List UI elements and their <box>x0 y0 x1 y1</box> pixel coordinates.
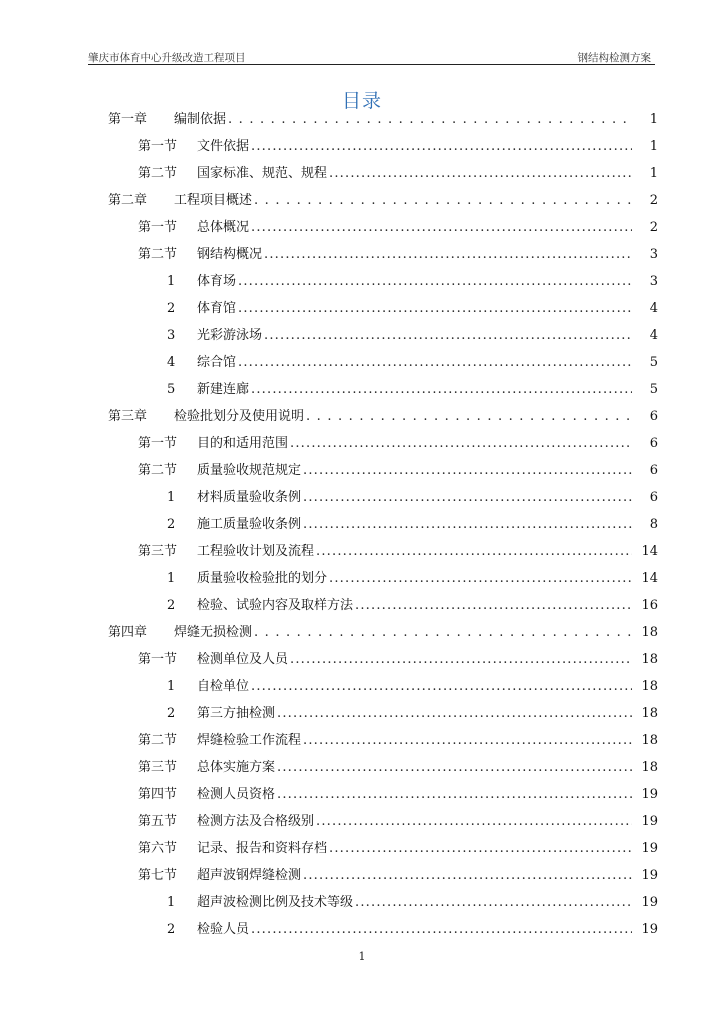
toc-entry-number: 第二节 <box>138 463 178 478</box>
toc-entry[interactable] <box>138 754 658 781</box>
toc-entry-page: 2 <box>649 193 658 208</box>
toc-entry[interactable] <box>138 538 658 565</box>
toc-entry-page: 19 <box>641 868 658 883</box>
toc-entry-number: 第二节 <box>138 733 178 748</box>
toc-entry-page: 16 <box>641 598 658 613</box>
toc-entry-number: 2 <box>167 598 176 613</box>
toc-entry-page: 4 <box>649 301 658 316</box>
toc-entry-number: 第四章 <box>108 625 148 640</box>
toc-entry-page: 18 <box>641 679 658 694</box>
toc-entry-page: 19 <box>641 922 658 937</box>
toc-entry-number: 2 <box>167 922 176 937</box>
toc-entry-number: 2 <box>167 706 176 721</box>
toc-dot-leader <box>277 754 632 781</box>
toc-dot-leader <box>251 214 632 241</box>
toc-entry[interactable] <box>138 160 658 187</box>
toc-entry-number: 2 <box>167 517 176 532</box>
toc-entry-title: 焊缝检验工作流程 <box>197 733 302 748</box>
toc-entry-page: 19 <box>641 841 658 856</box>
toc-entry-title: 工程项目概述 <box>174 193 253 208</box>
toc-entry-number: 第二节 <box>138 166 178 181</box>
toc-entry[interactable] <box>138 133 658 160</box>
toc-entry-title: 文件依据 <box>197 139 250 154</box>
toc-entry-title: 检测方法及合格级别 <box>197 814 315 829</box>
toc-title: 目录 <box>341 90 382 112</box>
toc-entry-title: 检验、试验内容及取样方法 <box>197 598 354 613</box>
toc-dot-leader <box>290 646 632 673</box>
toc-entry-page: 19 <box>641 787 658 802</box>
toc-dot-leader <box>254 619 632 646</box>
toc-entry[interactable] <box>138 457 658 484</box>
toc-entry[interactable] <box>167 889 658 916</box>
toc-entry-title: 焊缝无损检测 <box>174 625 253 640</box>
toc-entry-title: 自检单位 <box>197 679 250 694</box>
toc-entry[interactable] <box>167 322 658 349</box>
toc-entry-title: 编制依据 <box>174 112 227 127</box>
toc-entry-title: 国家标准、规范、规程 <box>197 166 328 181</box>
toc-entry-number: 1 <box>167 895 176 910</box>
toc-entry[interactable] <box>167 700 658 727</box>
toc-entry-page: 1 <box>649 166 658 181</box>
toc-entry[interactable] <box>167 592 658 619</box>
toc-entry[interactable] <box>138 727 658 754</box>
toc-entry-page: 6 <box>649 436 658 451</box>
toc-entry-title: 工程验收计划及流程 <box>197 544 315 559</box>
toc-entry-title: 新建连廊 <box>197 382 250 397</box>
toc-entry-number: 第一节 <box>138 652 178 667</box>
toc-entry-page: 5 <box>649 355 658 370</box>
toc-entry[interactable] <box>167 484 658 511</box>
header-project-name: 肇庆市体育中心升级改造工程项目 <box>88 52 246 64</box>
toc-dot-leader <box>264 241 632 268</box>
toc-dot-leader <box>254 187 632 214</box>
toc-entry[interactable] <box>138 646 658 673</box>
toc-dot-leader <box>238 349 632 376</box>
toc-entry[interactable] <box>138 835 658 862</box>
toc-dot-leader <box>238 295 632 322</box>
toc-entry-number: 2 <box>167 301 176 316</box>
toc-entry-title: 质量验收检验批的划分 <box>197 571 328 586</box>
toc-dot-leader <box>329 835 632 862</box>
toc-entry-title: 第三方抽检测 <box>197 706 276 721</box>
toc-entry-title: 检验批划分及使用说明 <box>174 409 305 424</box>
toc-entry[interactable] <box>138 430 658 457</box>
toc-entry-number: 第四节 <box>138 787 178 802</box>
toc-entry[interactable] <box>108 619 658 646</box>
toc-entry[interactable] <box>108 403 658 430</box>
toc-dot-leader <box>303 862 632 889</box>
toc-entry-page: 19 <box>641 895 658 910</box>
toc-entry-title: 光彩游泳场 <box>197 328 263 343</box>
toc-dot-leader <box>303 727 632 754</box>
toc-entry-page: 18 <box>641 652 658 667</box>
toc-dot-leader <box>306 403 632 430</box>
toc-entry-title: 检验人员 <box>197 922 250 937</box>
toc-entry[interactable] <box>138 862 658 889</box>
toc-entry[interactable] <box>108 106 658 133</box>
toc-dot-leader <box>316 808 632 835</box>
toc-entry[interactable] <box>167 349 658 376</box>
toc-entry[interactable] <box>167 673 658 700</box>
toc-dot-leader <box>329 160 632 187</box>
toc-entry-number: 第一节 <box>138 220 178 235</box>
toc-entry-title: 记录、报告和资料存档 <box>197 841 328 856</box>
toc-entry-number: 第七节 <box>138 868 178 883</box>
toc-dot-leader <box>355 592 632 619</box>
toc-entry[interactable] <box>167 565 658 592</box>
toc-entry-page: 4 <box>649 328 658 343</box>
toc-entry[interactable] <box>167 376 658 403</box>
toc-entry-number: 第三章 <box>108 409 148 424</box>
toc-dot-leader <box>264 322 632 349</box>
toc-entry-page: 2 <box>649 220 658 235</box>
running-header <box>88 50 655 65</box>
toc-entry-title: 超声波钢焊缝检测 <box>197 868 302 883</box>
toc-entry-page: 3 <box>649 247 658 262</box>
toc-entry-page: 6 <box>649 463 658 478</box>
toc-entry-page: 1 <box>649 112 658 127</box>
toc-entry-page: 1 <box>649 139 658 154</box>
toc-entry-title: 综合馆 <box>197 355 237 370</box>
toc-entry[interactable] <box>138 214 658 241</box>
toc-entry-number: 4 <box>167 355 176 370</box>
toc-entry-number: 第一节 <box>138 436 178 451</box>
toc-dot-leader <box>303 457 632 484</box>
toc-entry[interactable] <box>167 511 658 538</box>
toc-entry-title: 体育馆 <box>197 301 237 316</box>
toc-dot-leader <box>251 916 632 943</box>
toc-entry-number: 1 <box>167 490 176 505</box>
toc-entry[interactable] <box>108 187 658 214</box>
toc-entry[interactable] <box>167 916 658 943</box>
toc-entry-number: 第一章 <box>108 112 148 127</box>
toc-dot-leader <box>290 430 632 457</box>
toc-entry-title: 钢结构概况 <box>197 247 263 262</box>
toc-entry-page: 18 <box>641 625 658 640</box>
toc-entry-page: 18 <box>641 733 658 748</box>
toc-entry-number: 1 <box>167 571 176 586</box>
toc-entry-title: 总体实施方案 <box>197 760 276 775</box>
toc-dot-leader <box>303 484 632 511</box>
toc-dot-leader <box>316 538 632 565</box>
toc-dot-leader <box>251 673 632 700</box>
toc-entry-number: 1 <box>167 679 176 694</box>
toc-entry-number: 5 <box>167 382 176 397</box>
header-document-name: 钢结构检测方案 <box>577 52 651 64</box>
toc-dot-leader <box>303 511 632 538</box>
toc-entry-page: 6 <box>649 490 658 505</box>
toc-dot-leader <box>355 889 632 916</box>
toc-entry[interactable] <box>138 781 658 808</box>
toc-entry-number: 第五节 <box>138 814 178 829</box>
toc-entry-title: 检测人员资格 <box>197 787 276 802</box>
toc-entry-title: 超声波检测比例及技术等级 <box>197 895 354 910</box>
toc-entry-page: 14 <box>641 544 658 559</box>
toc-entry-number: 第三节 <box>138 760 178 775</box>
toc-dot-leader <box>251 133 632 160</box>
toc-entry-title: 材料质量验收条例 <box>197 490 302 505</box>
toc-entry-number: 第一节 <box>138 139 178 154</box>
toc-dot-leader <box>251 376 632 403</box>
toc-entry-page: 14 <box>641 571 658 586</box>
toc-entry[interactable] <box>167 268 658 295</box>
toc-entry-title: 总体概况 <box>197 220 250 235</box>
toc-entry-title: 检测单位及人员 <box>197 652 289 667</box>
toc-entry-page: 19 <box>641 814 658 829</box>
toc-entry[interactable] <box>167 295 658 322</box>
toc-entry-title: 目的和适用范围 <box>197 436 289 451</box>
toc-dot-leader <box>228 106 632 133</box>
toc-dot-leader <box>277 700 632 727</box>
toc-entry-page: 3 <box>649 274 658 289</box>
toc-entry-number: 第六节 <box>138 841 178 856</box>
toc-entry-page: 6 <box>649 409 658 424</box>
toc-entry-page: 18 <box>641 706 658 721</box>
toc-entry-number: 第二节 <box>138 247 178 262</box>
page-number: 1 <box>358 950 366 963</box>
toc-dot-leader <box>329 565 632 592</box>
toc-entry[interactable] <box>138 808 658 835</box>
toc-entry-title: 质量验收规范规定 <box>197 463 302 478</box>
toc-entry-page: 8 <box>649 517 658 532</box>
toc-entry-number: 第二章 <box>108 193 148 208</box>
toc-entry-title: 体育场 <box>197 274 237 289</box>
toc-entry[interactable] <box>138 241 658 268</box>
toc-entry-page: 18 <box>641 760 658 775</box>
toc-dot-leader <box>238 268 632 295</box>
toc-entry-title: 施工质量验收条例 <box>197 517 302 532</box>
toc-entry-number: 第三节 <box>138 544 178 559</box>
toc-entry-number: 3 <box>167 328 176 343</box>
toc-dot-leader <box>277 781 632 808</box>
toc-entry-page: 5 <box>649 382 658 397</box>
toc-entry-number: 1 <box>167 274 176 289</box>
